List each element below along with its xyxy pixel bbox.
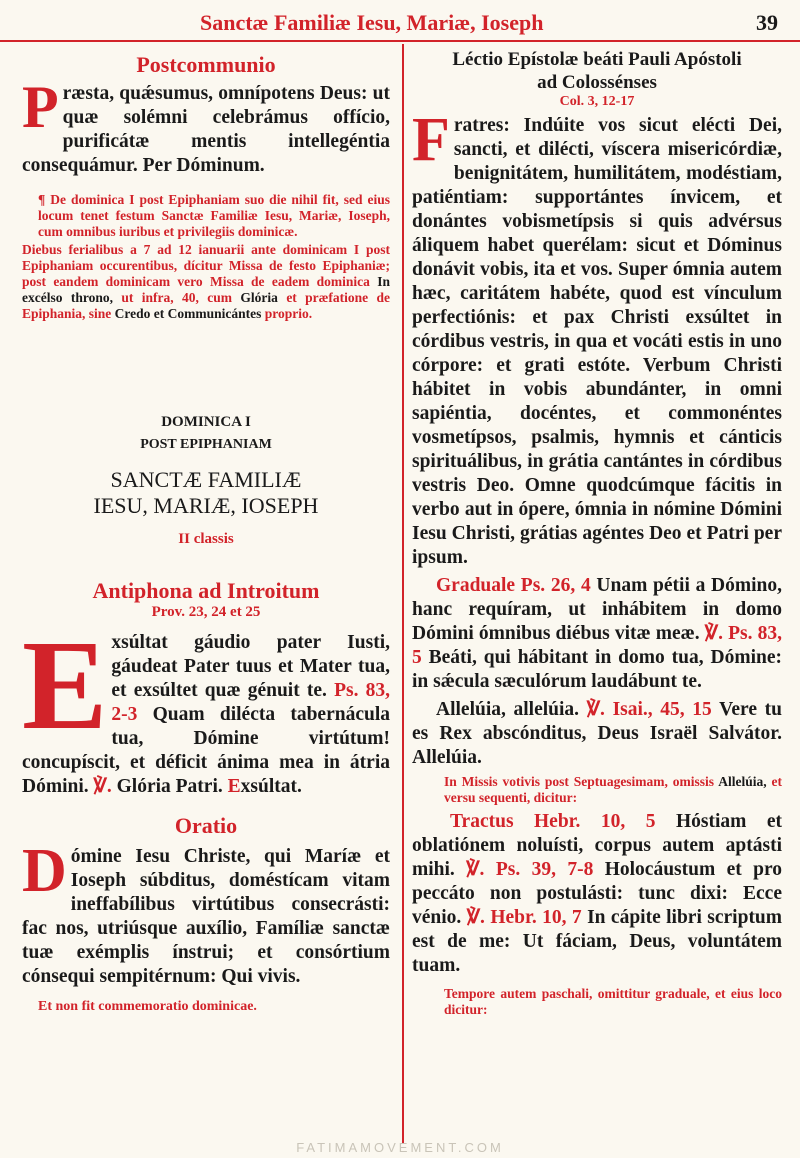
- introit-repeat-initial: E: [227, 776, 241, 797]
- graduale-label: Graduale Ps. 26, 4: [436, 575, 591, 596]
- lectio-text: [412, 106, 782, 570]
- watermark: FATIMAMOVEMENT.COM: [296, 1140, 504, 1155]
- introit-part1: xsúltat gáudio pater Iusti, gáudeat Pater tuus et Mater tua, et exsúltet quæ génuit te.: [111, 632, 390, 701]
- introit-text: [22, 614, 391, 799]
- alleluia: [412, 698, 782, 770]
- rubric-ferial-part3: et præfatione de Epiphania, sine: [22, 290, 391, 321]
- column-divider: [402, 44, 404, 1144]
- alleluia-text2: Vere tu es Rex abscónditus, Deus Israël Salvátor. Allelúia.: [412, 699, 782, 768]
- oratio-body: ómine Iesu Christe, qui Maríæ et Ioseph súbditus, doméstícam vitam ineffabílibus virtútibus consecrásti: fac nos, utriúsque auxílio, Famíliæ sanctæ tuæ exémplis ínstrui; et consórtium cónsequi sempitérnum: Qui vivis.: [22, 846, 390, 987]
- alleluia-text1: Allelúia, allelúia.: [436, 699, 580, 720]
- tractus-text3: In cápite libri scriptum est de me: Ut fáciam, Deus, voluntátem tuam.: [412, 907, 783, 976]
- graduale: [412, 574, 782, 694]
- rubric-dominica: ¶ De dominica I post Epiphaniam suo die nihil fit, sed eius locum tenet festum Sanctæ Familiæ Iesu, Mariæ, Ioseph, cum omnibus iuribus et privilegiis dominicæ.: [38, 192, 390, 239]
- oratio-drop-cap: D: [22, 837, 67, 905]
- paschal-rubric: Tempore autem paschali, omittitur graduale, et eius loco dicitur:: [444, 986, 782, 1017]
- left-column: [22, 50, 390, 1015]
- versicle-symbol: ℣.: [466, 907, 485, 928]
- votive-rubric-alleluia: Allelúia,: [718, 774, 767, 789]
- postcommunio-heading: Postcommunio: [136, 52, 276, 77]
- versicle-symbol: ℣.: [586, 699, 605, 720]
- introit-ref: Prov. 23, 24 et 25: [151, 604, 261, 620]
- introit-gloria: Glória Patri.: [116, 776, 223, 797]
- page-header: [0, 0, 800, 42]
- tractus-hebr-ref: Hebr. 10, 7: [490, 907, 582, 928]
- tractus-psalm-ref: Ps. 39, 7-8: [495, 859, 594, 880]
- votive-rubric-part1: In Missis votivis post Septuagesimam, omissis: [444, 774, 715, 789]
- lectio-drop-cap: F: [412, 106, 450, 174]
- oratio-heading: Oratio: [174, 813, 238, 838]
- lectio-heading: [412, 48, 782, 94]
- rubric-ferial-part2: ut infra, 40, cum: [121, 290, 233, 305]
- graduale-text2: Beáti, qui hábitant in domo tua, Dómine: in sǽcula sæculórum laudábunt te.: [412, 647, 782, 692]
- classis: II classis: [178, 531, 234, 547]
- lectio-body: ratres: Indúite vos sicut elécti Dei, sancti, et diléсti, víscera misericórdiæ, benignitátem, humilitátem, modéstiam, patiéntiam: supportántes ínvicem, et donántes vobismetípsis si quis advérsus áliquem habet querélam: sicut et Dóminus donávit vobis, ita et vos. Super ómnia autem hæc, caritátem habéte, quod est vínculum perfectiónis: et pax Christi exsúltet in córdibus vestris, in qua et vocáti estis in uno córpore: et grati estóte. Verbum Christi hábitet in vobis abundánter, in omni sapiéntia, docéntes, et commonéntes vosmetípsos, psalmis, hymnis et cánticis spirituálibus, in grátia cantántes in córdibus vestris Deo. Omne quodcúmque fácitis in verbo aut in ópere, ómnia in nómine Dómini Iesu Christi, grátias agéntes Deo et Patri per ipsum.: [412, 115, 782, 568]
- votive-rubric-part2: et versu sequenti, dicitur:: [444, 774, 782, 805]
- page-number: 39: [756, 10, 778, 35]
- feast-title-line1: SANCTÆ FAMILIÆ: [110, 467, 302, 492]
- feast-title-line2: IESU, MARIÆ, IOSEPH: [93, 493, 319, 518]
- versicle-symbol: ℣.: [704, 623, 723, 644]
- tractus-text2: Holocáustum et pro peccáto non postulásti: tunc dixi: Ecce vénio.: [412, 859, 783, 928]
- introit-drop-cap: E: [22, 614, 108, 756]
- rubric-ferial: [22, 242, 390, 322]
- tractus: [412, 810, 782, 978]
- tractus-label: Tractus Hebr. 10, 5: [450, 811, 656, 832]
- rubric-ferial-credo: Credo et Communicántes: [114, 306, 262, 321]
- right-column: [412, 48, 782, 1018]
- postcommunio-text: [22, 74, 390, 178]
- votive-rubric: [412, 774, 782, 806]
- introit-heading: Antiphona ad Introitum: [92, 578, 320, 603]
- oratio-text: [22, 837, 390, 989]
- alleluia-ref: Isai., 45, 15: [612, 699, 712, 720]
- postcommunio-body: ræsta, quǽsumus, omnípotens Deus: ut quæ solémni celebrámus offício, purificátæ mentis intellegéntia consequámur. Per Dóminum.: [22, 83, 390, 176]
- rubric-ferial-part1: Diebus ferialibus a 7 ad 12 ianuarii ante dominicam I post Epiphaniam occurentibus, dícitur Missa de festo Epiphaniæ; post eandem dominicam vero Missa de eadem dominica: [22, 242, 390, 289]
- rubric-ferial-incipit: In excélso throno,: [22, 274, 390, 305]
- dominica-line2: POST EPIPHANIAM: [140, 437, 272, 452]
- lectio-heading-line2: ad Colossénses: [537, 72, 657, 93]
- rubric-ferial-gloria: Glória: [240, 290, 278, 305]
- dominica-line1: DOMINICA I: [161, 414, 251, 430]
- versicle-symbol: ℣.: [93, 776, 112, 797]
- introit-part2: Quam dilécta tabernácula tua, Dómine virtútum! concupíscit, et déficit ánima mea in átria Dómini.: [22, 704, 391, 797]
- introit-psalm-ref: Ps. 83, 2-3: [111, 680, 390, 725]
- graduale-text1: Unam pétii a Dómino, hanc requíram, ut inhábitem in domo Dómini ómnibus diébus vitæ meæ.: [412, 575, 783, 644]
- introit-repeat: xsúltat.: [240, 776, 302, 797]
- final-rubric: Et non fit commemoratio dominicae.: [38, 999, 257, 1014]
- tractus-text1: Hóstiam et oblatiónem noluísti, corpus autem aptásti mihi.: [412, 811, 782, 880]
- feast-title: [22, 467, 390, 519]
- versicle-symbol: ℣.: [466, 859, 485, 880]
- lectio-heading-line1: Léctio Epístolæ beáti Pauli Apóstoli: [452, 49, 742, 70]
- postcommunio-drop-cap: P: [22, 74, 59, 140]
- lectio-ref: Col. 3, 12-17: [559, 94, 635, 109]
- rubric-ferial-part4: proprio.: [264, 306, 313, 321]
- running-title: Sanctæ Familiæ Iesu, Mariæ, Ioseph: [200, 10, 544, 35]
- graduale-psalm-ref: Ps. 83, 5: [412, 623, 783, 668]
